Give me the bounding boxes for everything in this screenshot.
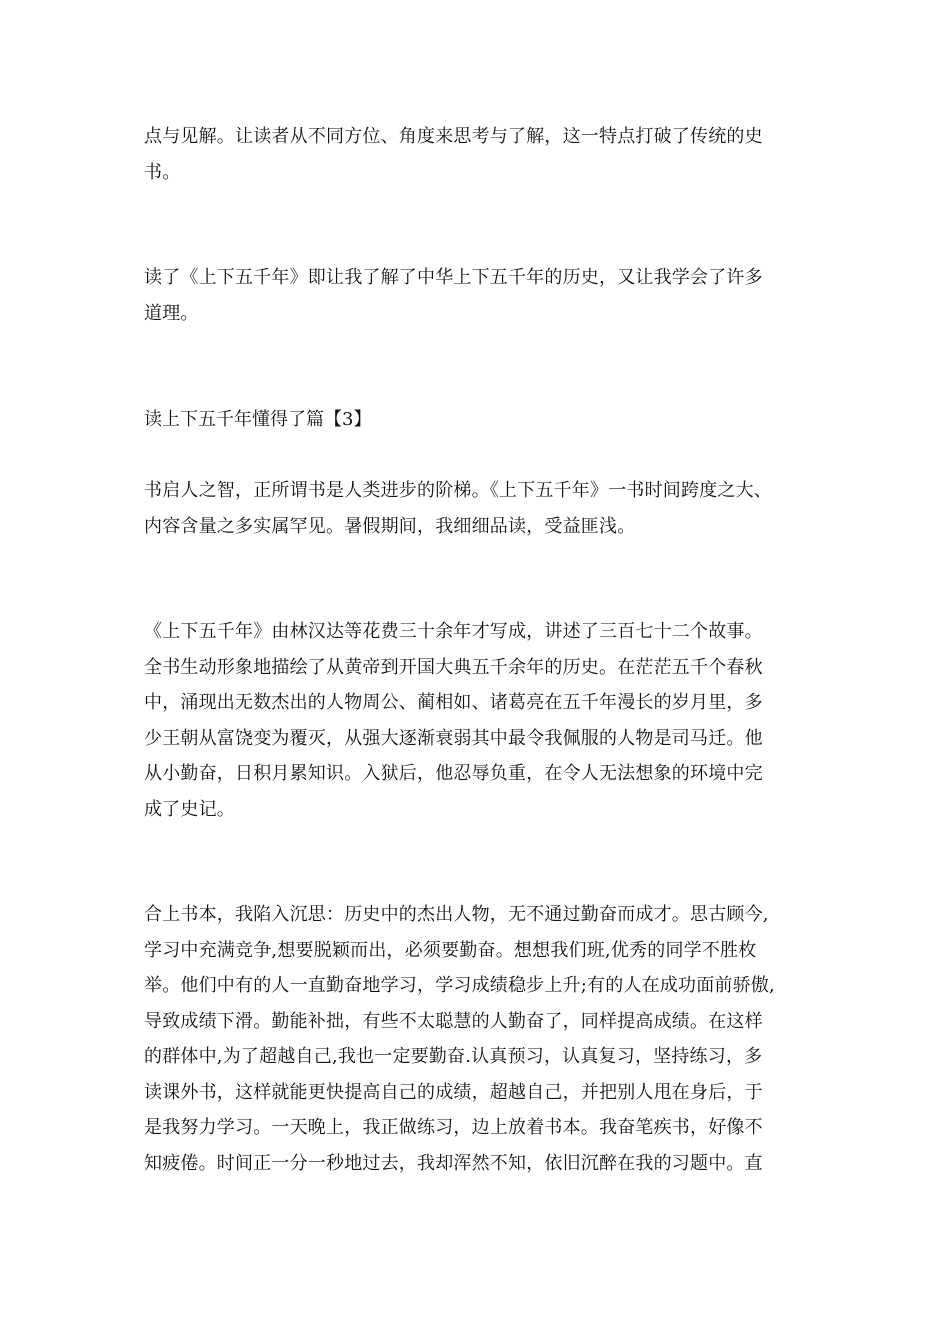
- text-line: 读了《上下五千年》即让我了解了中华上下五千年的历史，又让我学会了许多: [144, 267, 763, 288]
- text-line: 书启人之智，正所谓书是人类进步的阶梯。《上下五千年》一书时间跨度之大、: [144, 480, 772, 501]
- text-line: 学习中充满竞争,想要脱颖而出，必须要勤奋。想想我们班,优秀的同学不胜枚: [144, 939, 757, 961]
- text-line: 少王朝从富饶变为覆灭，从强大逐渐衰弱其中最令我佩服的人物是司马迁。他: [144, 727, 763, 749]
- text-line: 成了史记。: [144, 798, 235, 820]
- section-heading: 读上下五千年懂得了篇【3】: [144, 409, 372, 430]
- text-line: 《上下五千年》由林汉达等花费三十余年才写成，讲述了三百七十二个故事。: [144, 621, 763, 642]
- text-line: 的群体中,为了超越自己,我也一定要勤奋.认真预习，认真复习，坚持练习，多: [144, 1046, 763, 1067]
- text-line: 是我努力学习。一天晚上，我正做练习，边上放着书本。我奋笔疾书，好像不: [144, 1117, 763, 1138]
- text-line: 内容含量之多实属罕见。暑假期间，我细细品读，受益匪浅。: [144, 515, 636, 537]
- paragraph-5: [144, 897, 809, 1181]
- text-line: 知疲倦。时间正一分一秒地过去，我却浑然不知，依旧沉醉在我的习题中。直: [144, 1152, 763, 1174]
- text-line: 从小勤奋，日积月累知识。入狱后，他忍辱负重，在令人无法想象的环境中完: [144, 763, 763, 784]
- paragraph-2: [144, 260, 809, 331]
- paragraph-3: [144, 473, 809, 544]
- text-line: 点与见解。让读者从不同方位、角度来思考与了解，这一特点打破了传统的史: [144, 126, 763, 147]
- text-line: 导致成绩下滑。勤能补拙，有些不太聪慧的人勤奋了，同样提高成绩。在这样: [144, 1010, 763, 1032]
- text-line: 全书生动形象地描绘了从黄帝到开国大典五千余年的历史。在茫茫五千个春秋: [144, 656, 763, 678]
- paragraph-4: [144, 614, 809, 827]
- text-line: 合上书本，我陷入沉思：历史中的杰出人物，无不通过勤奋而成才。思古顾今,: [144, 904, 769, 925]
- text-line: 读课外书，这样就能更快提高自己的成绩，超越自己，并把别人甩在身后，于: [144, 1081, 763, 1103]
- text-line: 中，涌现出无数杰出的人物周公、蔺相如、诸葛亮在五千年漫长的岁月里，多: [144, 692, 763, 713]
- text-line: 书。: [144, 161, 181, 183]
- text-line: 道理。: [144, 302, 199, 324]
- paragraph-1: [144, 119, 809, 190]
- text-line: 举。他们中有的人一直勤奋地学习，学习成绩稳步上升;有的人在成功面前骄傲,: [144, 975, 775, 996]
